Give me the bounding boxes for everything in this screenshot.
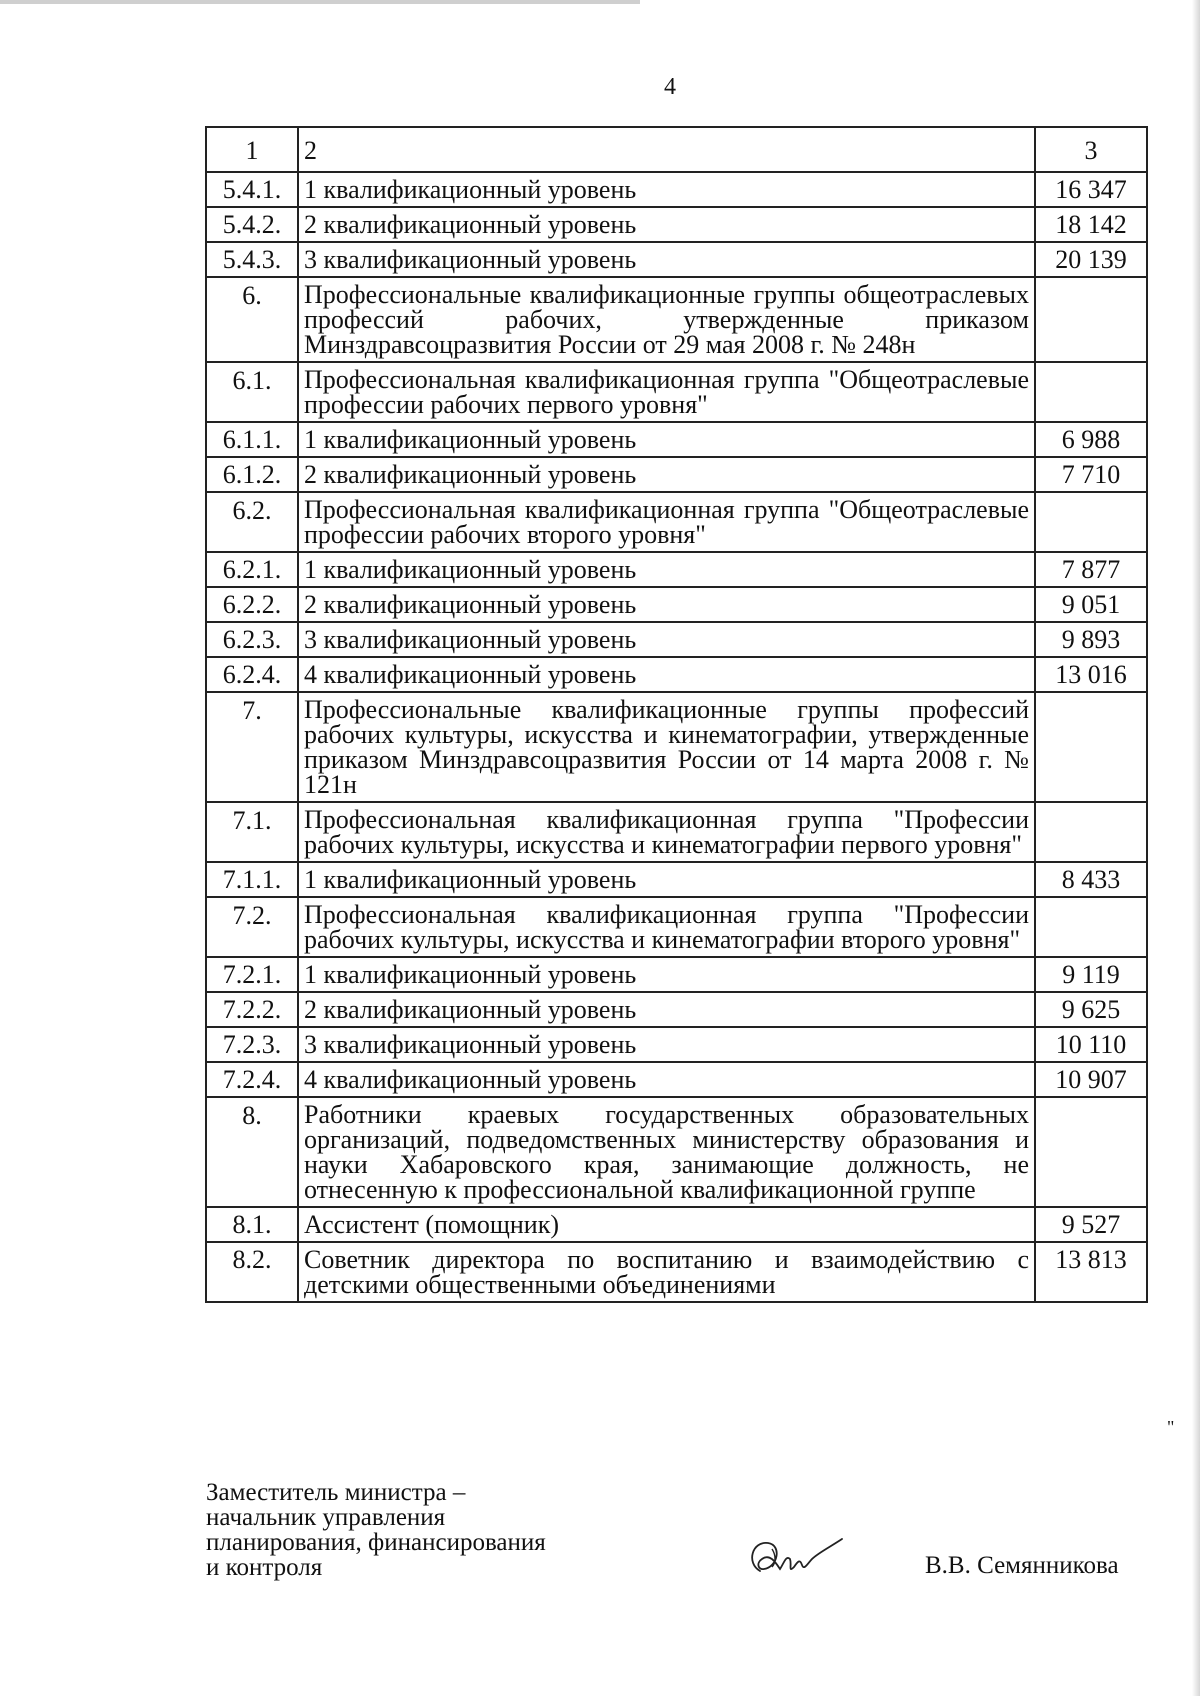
row-number-cell: 6.2.1. (206, 552, 298, 587)
row-number-cell: 8.1. (206, 1207, 298, 1242)
row-text-cell: 1 квалификационный уровень (298, 862, 1035, 897)
table-row (206, 362, 1147, 422)
row-text-cell: 1 квалификационный уровень (298, 552, 1035, 587)
row-value-cell: 9 119 (1035, 957, 1147, 992)
row-value-cell (1035, 492, 1147, 552)
row-number-cell: 7.1.1. (206, 862, 298, 897)
salary-table (205, 126, 1148, 1303)
row-text-cell: Работники краевых государственных образовательных организаций, подведомственных министерству образования и науки Хабаровского края, занимающие должность, не отнесенную к профессиональной квалификационной группе (298, 1097, 1035, 1207)
signatory-position (206, 1480, 546, 1580)
row-value-cell: 10 907 (1035, 1062, 1147, 1097)
row-value-cell: 6 988 (1035, 422, 1147, 457)
row-value-cell (1035, 277, 1147, 362)
row-value-cell: 9 893 (1035, 622, 1147, 657)
row-value-cell: 20 139 (1035, 242, 1147, 277)
table-header-row (206, 127, 1147, 172)
row-text-cell: 2 квалификационный уровень (298, 587, 1035, 622)
row-number-cell: 6.2.4. (206, 657, 298, 692)
table-row (206, 1207, 1147, 1242)
table-row (206, 242, 1147, 277)
row-text-cell: Советник директора по воспитанию и взаимодействию с детскими общественными объединениями (298, 1242, 1035, 1302)
scan-edge-shadow (1192, 0, 1200, 1696)
row-number-cell: 6.1.1. (206, 422, 298, 457)
table-row (206, 802, 1147, 862)
row-number-cell: 5.4.1. (206, 172, 298, 207)
row-number-cell: 5.4.2. (206, 207, 298, 242)
table-row (206, 277, 1147, 362)
row-number-cell: 6.2.2. (206, 587, 298, 622)
row-text-cell: Профессиональная квалификационная группа "Общеотраслевые профессии рабочих первого уровня" (298, 362, 1035, 422)
position-line: начальник управления (206, 1504, 446, 1531)
table-row (206, 862, 1147, 897)
row-text-cell: 4 квалификационный уровень (298, 1062, 1035, 1097)
row-value-cell (1035, 1097, 1147, 1207)
row-number-cell: 8.2. (206, 1242, 298, 1302)
table-row (206, 207, 1147, 242)
row-value-cell: 13 016 (1035, 657, 1147, 692)
row-number-cell: 8. (206, 1097, 298, 1207)
row-number-cell: 7.2.4. (206, 1062, 298, 1097)
row-number-cell: 7.1. (206, 802, 298, 862)
table-row (206, 552, 1147, 587)
row-text-cell: 2 квалификационный уровень (298, 207, 1035, 242)
row-value-cell (1035, 692, 1147, 802)
row-number-cell: 6.1.2. (206, 457, 298, 492)
table-row (206, 1097, 1147, 1207)
row-text-cell: 2 квалификационный уровень (298, 992, 1035, 1027)
row-text-cell: 4 квалификационный уровень (298, 657, 1035, 692)
row-value-cell (1035, 897, 1147, 957)
table-row (206, 897, 1147, 957)
row-text-cell: 1 квалификационный уровень (298, 172, 1035, 207)
table-row (206, 422, 1147, 457)
row-value-cell (1035, 802, 1147, 862)
page-number: 4 (664, 74, 676, 100)
row-number-cell: 7. (206, 692, 298, 802)
row-value-cell (1035, 362, 1147, 422)
row-number-cell: 6.2.3. (206, 622, 298, 657)
table-row (206, 492, 1147, 552)
row-text-cell: Профессиональные квалификационные группы профессий рабочих культуры, искусства и кинематографии, утвержденные приказом Минздравсоцразвития России от 14 марта 2008 г. № 121н (298, 692, 1035, 802)
row-number-cell: 7.2.2. (206, 992, 298, 1027)
table-row (206, 692, 1147, 802)
row-number-cell: 7.2.3. (206, 1027, 298, 1062)
table-row (206, 1242, 1147, 1302)
table-row (206, 1027, 1147, 1062)
handwritten-signature (742, 1533, 852, 1583)
row-value-cell: 8 433 (1035, 862, 1147, 897)
row-value-cell: 7 710 (1035, 457, 1147, 492)
row-number-cell: 6.1. (206, 362, 298, 422)
position-line: Заместитель министра – (206, 1479, 466, 1506)
row-text-cell: 1 квалификационный уровень (298, 957, 1035, 992)
position-line: планирования, финансирования (206, 1529, 546, 1556)
row-text-cell: 2 квалификационный уровень (298, 457, 1035, 492)
row-number-cell: 7.2. (206, 897, 298, 957)
row-number-cell: 6. (206, 277, 298, 362)
row-number-cell: 7.2.1. (206, 957, 298, 992)
table-row (206, 957, 1147, 992)
row-text-cell: Профессиональная квалификационная группа "Профессии рабочих культуры, искусства и кинематографии второго уровня" (298, 897, 1035, 957)
table-row (206, 172, 1147, 207)
table-row (206, 1062, 1147, 1097)
table-row (206, 657, 1147, 692)
row-text-cell: 3 квалификационный уровень (298, 622, 1035, 657)
row-value-cell: 9 625 (1035, 992, 1147, 1027)
header-cell-num: 1 (206, 127, 298, 172)
signatory-name: В.В. Семянникова (925, 1552, 1119, 1579)
row-value-cell: 7 877 (1035, 552, 1147, 587)
header-cell-value: 3 (1035, 127, 1147, 172)
table-row (206, 992, 1147, 1027)
row-value-cell: 18 142 (1035, 207, 1147, 242)
row-text-cell: Профессиональная квалификационная группа "Профессии рабочих культуры, искусства и кинематографии первого уровня" (298, 802, 1035, 862)
scan-edge (0, 0, 640, 4)
row-text-cell: Ассистент (помощник) (298, 1207, 1035, 1242)
row-text-cell: 1 квалификационный уровень (298, 422, 1035, 457)
closing-quote: " (1167, 1417, 1175, 1437)
table-row (206, 622, 1147, 657)
row-value-cell: 13 813 (1035, 1242, 1147, 1302)
table-row (206, 587, 1147, 622)
table-row (206, 457, 1147, 492)
header-cell-text: 2 (298, 127, 1035, 172)
row-text-cell: 3 квалификационный уровень (298, 242, 1035, 277)
row-number-cell: 6.2. (206, 492, 298, 552)
row-text-cell: Профессиональные квалификационные группы общеотраслевых профессий рабочих, утвержденные приказом Минздравсоцразвития России от 29 мая 2008 г. № 248н (298, 277, 1035, 362)
position-line: и контроля (206, 1554, 323, 1581)
row-value-cell: 16 347 (1035, 172, 1147, 207)
row-text-cell: Профессиональная квалификационная группа "Общеотраслевые профессии рабочих второго уровня" (298, 492, 1035, 552)
row-value-cell: 9 527 (1035, 1207, 1147, 1242)
row-value-cell: 10 110 (1035, 1027, 1147, 1062)
row-text-cell: 3 квалификационный уровень (298, 1027, 1035, 1062)
row-number-cell: 5.4.3. (206, 242, 298, 277)
row-value-cell: 9 051 (1035, 587, 1147, 622)
